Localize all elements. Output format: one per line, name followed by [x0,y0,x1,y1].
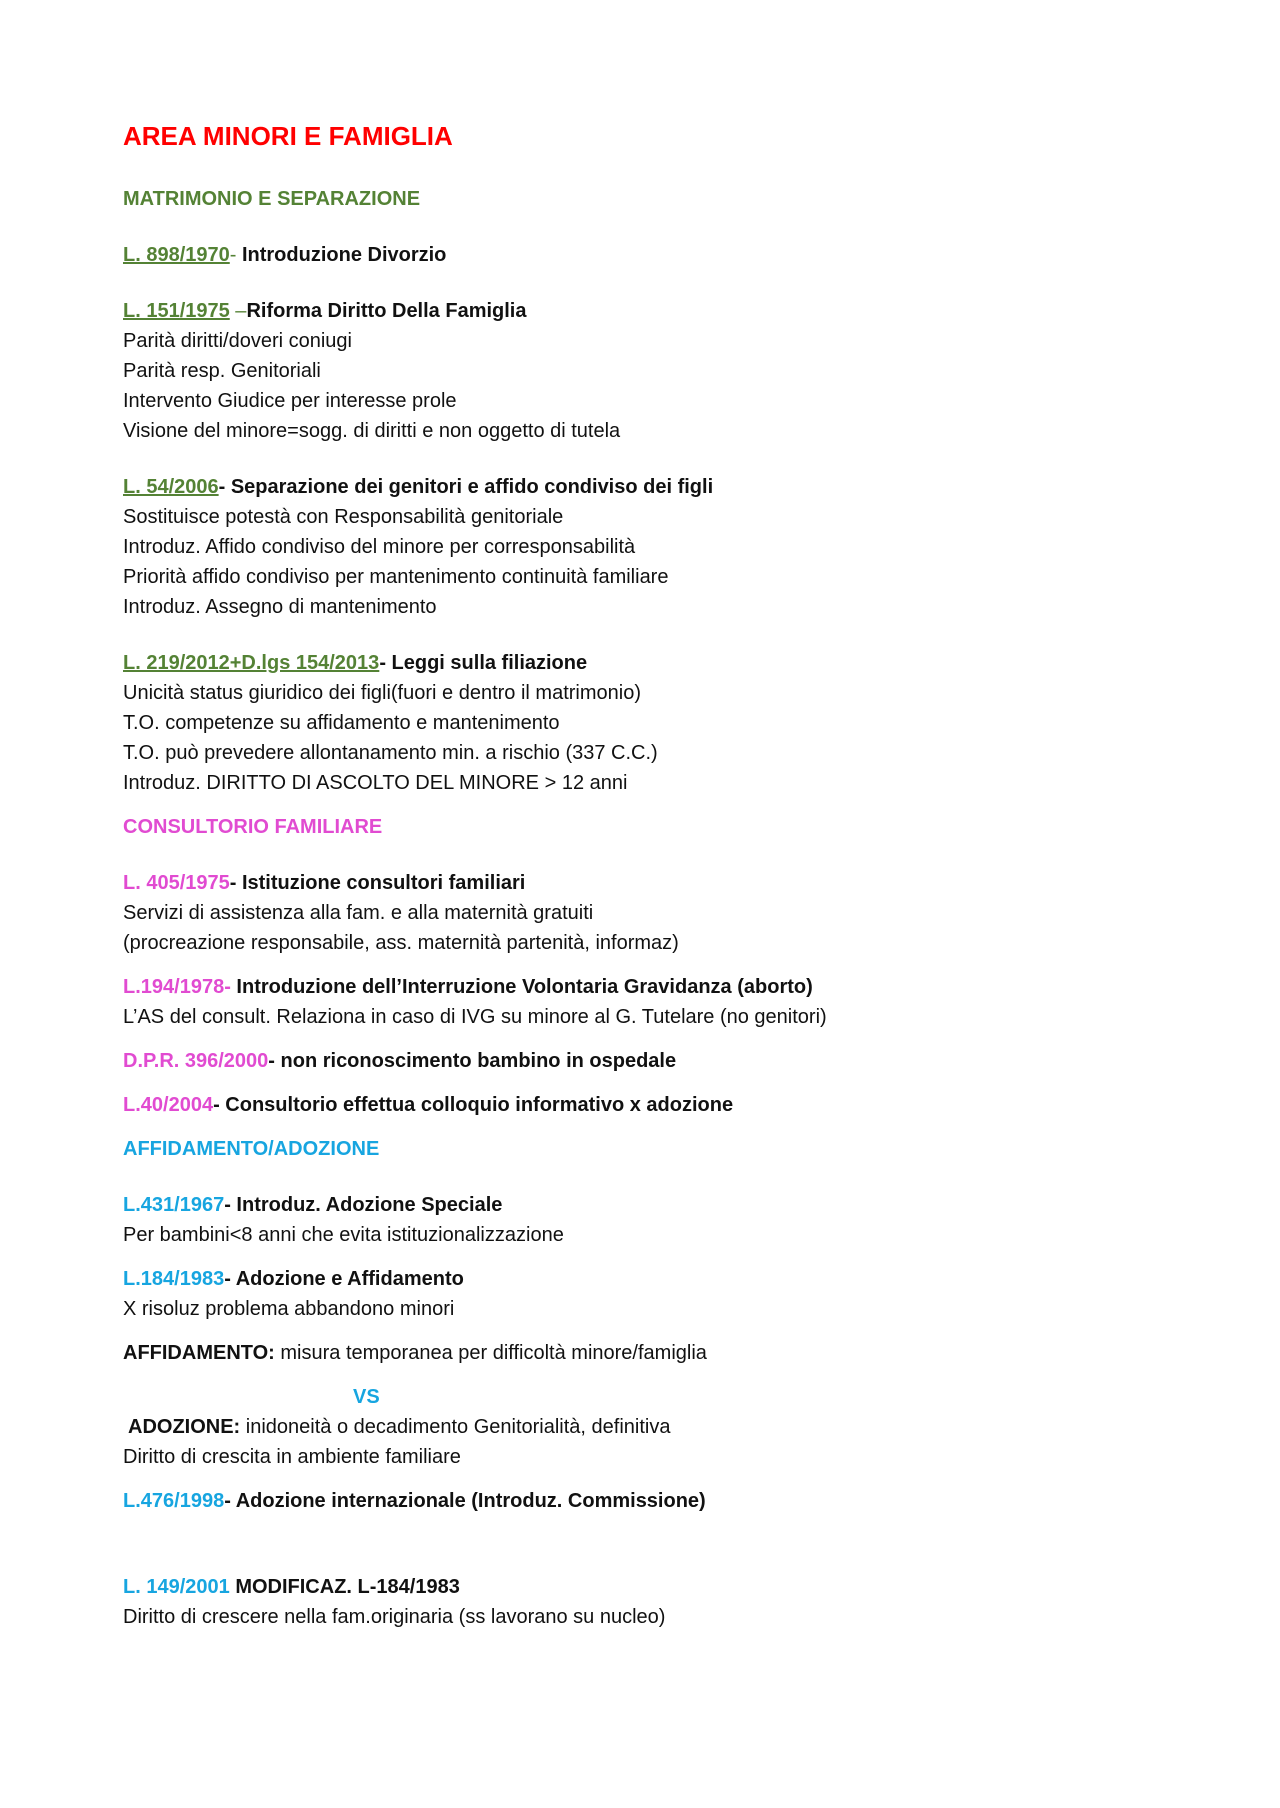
list-item: Sostituisce potestà con Responsabilità genitoriale [123,506,564,528]
law-40-2004 [123,1090,1173,1120]
list-item: Per bambini<8 anni che evita istituzionalizzazione [123,1224,564,1246]
adozione-label: ADOZIONE: [128,1416,241,1438]
list-item: Intervento Giudice per interesse prole [123,390,457,412]
law-desc: Separazione dei genitori e affido condiviso dei figli [230,476,714,498]
law-431-1967 [123,1190,1173,1220]
law-desc: Consultorio effettua colloquio informativo x adozione [225,1094,734,1116]
law-151-1975 [123,296,1173,326]
vs-label: VS [353,1386,380,1408]
list-item: Unicità status giuridico dei figli(fuori e dentro il matrimonio) [123,682,641,704]
law-sep: - [218,476,231,498]
list-item: T.O. competenze su affidamento e mantenimento [123,712,560,734]
law-desc: non riconoscimento bambino in ospedale [280,1050,677,1072]
law-code: L. 405/1975 [123,872,230,894]
list-item: Diritto di crescita in ambiente familiare [123,1446,461,1468]
law-code: D.P.R. 396/2000 [123,1050,269,1072]
law-sep: – [229,300,247,322]
page-title: AREA MINORI E FAMIGLIA [123,121,453,151]
list-item: L’AS del consult. Relaziona in caso di IVG su minore al G. Tutelare (no genitori) [123,1006,827,1028]
law-desc: Introduzione Divorzio [241,244,447,266]
affidamento-text: misura temporanea per difficoltà minore/famiglia [274,1342,707,1364]
law-code: L.431/1967 [123,1194,225,1216]
law-184-1983 [123,1264,1173,1294]
law-54-2006 [123,472,1173,502]
document-page [123,118,1173,1632]
law-code: L. 149/2001 [123,1576,230,1598]
law-sep: - [229,872,242,894]
list-item: Introduz. Assegno di mantenimento [123,596,437,618]
law-sep: - [268,1050,281,1072]
law-219-2012 [123,648,1173,678]
law-898-1970 [123,240,1173,270]
adozione-text: inidoneità o decadimento Genitorialità, definitiva [240,1416,671,1438]
law-desc: Introduzione dell’Interruzione Volontaria Gravidanza (aborto) [236,976,813,998]
list-item: Diritto di crescere nella fam.originaria (ss lavorano su nucleo) [123,1606,666,1628]
section-heading-matrimonio: MATRIMONIO E SEPARAZIONE [123,188,421,210]
law-sep: - [224,1268,236,1290]
affidamento-label: AFFIDAMENTO: [123,1342,275,1364]
law-code: L. 219/2012+D.lgs 154/2013 [123,652,380,674]
adozione-definition [123,1412,1173,1442]
list-item: Introduz. Affido condiviso del minore per corresponsabilità [123,536,636,558]
law-desc: Adozione internazionale (Introduz. Commissione) [235,1490,706,1512]
law-desc: Riforma Diritto Della Famiglia [246,300,527,322]
list-item: (procreazione responsabile, ass. maternità partenità, informaz) [123,932,679,954]
law-sep: - [379,652,392,674]
law-405-1975 [123,868,1173,898]
list-item: Servizi di assistenza alla fam. e alla maternità gratuiti [123,902,594,924]
law-code: L. 898/1970 [123,244,230,266]
law-code: L.40/2004 [123,1094,214,1116]
law-code: L. 54/2006 [123,476,219,498]
list-item: Parità resp. Genitoriali [123,360,321,382]
list-item: Parità diritti/doveri coniugi [123,330,352,352]
law-code: L. 151/1975 [123,300,230,322]
law-desc: MODIFICAZ. L-184/1983 [235,1576,460,1598]
law-desc: Leggi sulla filiazione [391,652,588,674]
list-item: X risoluz problema abbandono minori [123,1298,455,1320]
section-heading-consultorio: CONSULTORIO FAMILIARE [123,816,383,838]
law-code: L.184/1983 [123,1268,225,1290]
law-desc: Adozione e Affidamento [235,1268,464,1290]
law-sep: - [224,1194,237,1216]
list-item: Introduz. DIRITTO DI ASCOLTO DEL MINORE > 12 anni [123,772,628,794]
list-item: T.O. può prevedere allontanamento min. a rischio (337 C.C.) [123,742,658,764]
law-sep: - [224,1490,236,1512]
law-code: L.194/1978- [123,976,231,998]
section-heading-affidamento: AFFIDAMENTO/ADOZIONE [123,1138,380,1160]
list-item: Priorità affido condiviso per mantenimento continuità familiare [123,566,669,588]
law-sep: - [229,244,242,266]
list-item: Visione del minore=sogg. di diritti e non oggetto di tutela [123,420,621,442]
law-desc: Introduz. Adozione Speciale [236,1194,503,1216]
law-149-2001 [123,1572,1173,1602]
law-dpr-396-2000 [123,1046,1173,1076]
law-code: L.476/1998 [123,1490,225,1512]
law-476-1998 [123,1486,1173,1516]
law-194-1978 [123,972,1173,1002]
law-desc: Istituzione consultori familiari [241,872,526,894]
law-sep: - [213,1094,226,1116]
affidamento-definition [123,1338,1173,1368]
